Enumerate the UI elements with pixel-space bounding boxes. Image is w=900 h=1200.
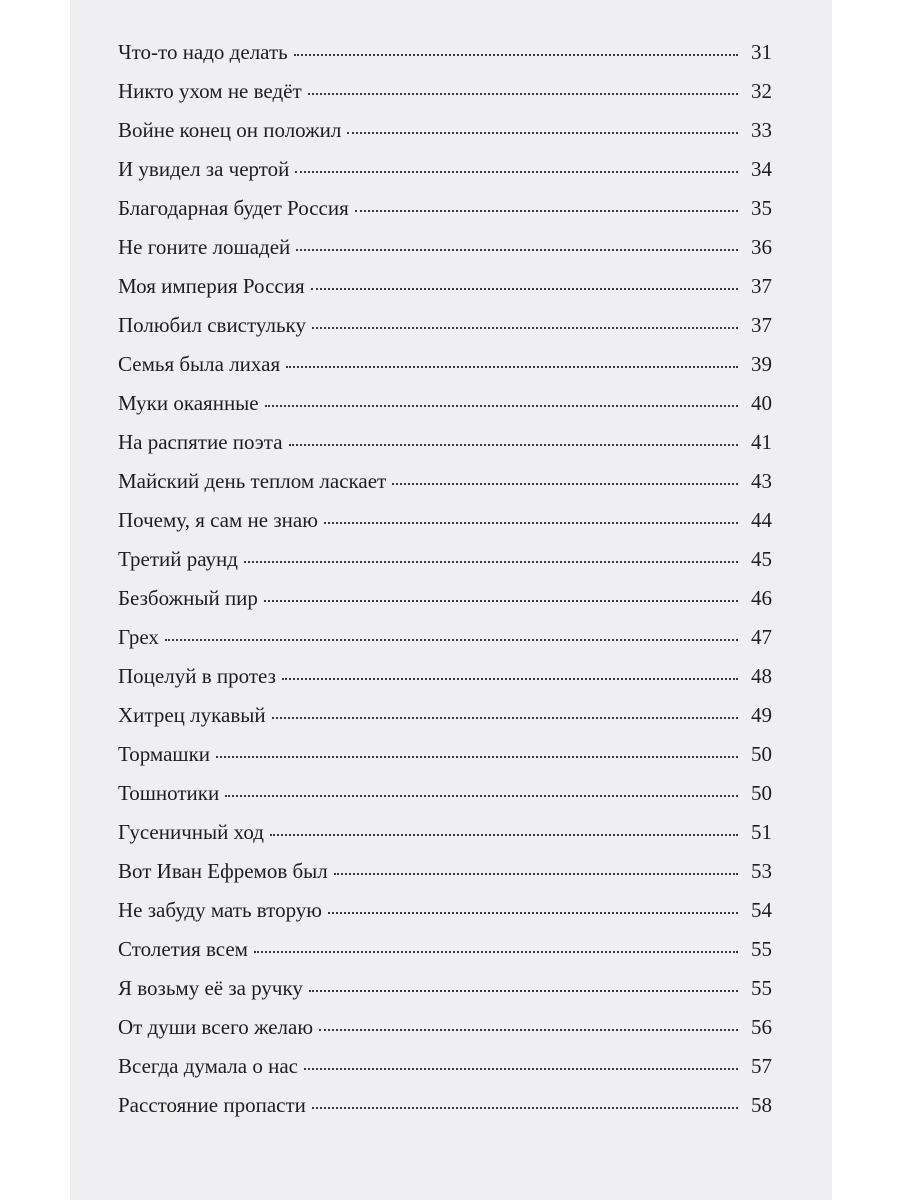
toc-entry-title: Всегда думала о нас <box>118 1054 298 1078</box>
toc-entry-title: Хитрец лукавый <box>118 703 266 727</box>
toc-entry-title: Расстояние пропасти <box>118 1093 306 1117</box>
dot-leader <box>216 756 738 758</box>
toc-entry-page-number: 34 <box>751 157 772 181</box>
table-of-contents <box>118 40 772 1132</box>
toc-entry-page-number: 54 <box>751 898 772 922</box>
dot-leader <box>244 561 738 563</box>
dot-leader <box>272 717 738 719</box>
dot-leader <box>309 990 738 992</box>
toc-entry <box>118 79 772 118</box>
toc-entry <box>118 235 772 274</box>
toc-entry <box>118 157 772 196</box>
toc-entry-title: Моя империя Россия <box>118 274 305 298</box>
toc-entry <box>118 313 772 352</box>
dot-leader <box>324 522 738 524</box>
toc-entry-page-number: 37 <box>751 274 772 298</box>
dot-leader <box>312 327 738 329</box>
toc-entry-title: Что-то надо делать <box>118 40 288 64</box>
toc-entry <box>118 1054 772 1093</box>
toc-entry <box>118 781 772 820</box>
toc-entry <box>118 469 772 508</box>
toc-entry <box>118 274 772 313</box>
toc-entry <box>118 1015 772 1054</box>
toc-entry-title: Я возьму её за ручку <box>118 976 303 1000</box>
toc-entry-page-number: 31 <box>751 40 772 64</box>
dot-leader <box>312 1107 738 1109</box>
dot-leader <box>334 873 738 875</box>
toc-entry-page-number: 50 <box>751 781 772 805</box>
toc-entry-page-number: 43 <box>751 469 772 493</box>
dot-leader <box>225 795 738 797</box>
toc-entry-page-number: 41 <box>751 430 772 454</box>
toc-entry-title: Грех <box>118 625 159 649</box>
toc-entry-page-number: 32 <box>751 79 772 103</box>
toc-entry-page-number: 55 <box>751 937 772 961</box>
dot-leader <box>295 171 738 173</box>
toc-entry <box>118 352 772 391</box>
toc-entry-title: Гусеничный ход <box>118 820 264 844</box>
toc-entry-title: Вот Иван Ефремов был <box>118 859 328 883</box>
toc-entry <box>118 976 772 1015</box>
toc-entry-title: Тормашки <box>118 742 211 766</box>
toc-entry <box>118 625 772 664</box>
toc-entry <box>118 820 772 859</box>
toc-entry-title: Почему, я сам не знаю <box>118 508 318 532</box>
toc-entry <box>118 586 772 625</box>
toc-entry-page-number: 46 <box>751 586 772 610</box>
toc-entry <box>118 937 772 976</box>
dot-leader <box>308 93 738 95</box>
toc-entry-title: На распятие поэта <box>118 430 283 454</box>
toc-entry-title: Третий раунд <box>118 547 238 571</box>
dot-leader <box>286 366 738 368</box>
dot-leader <box>392 483 738 485</box>
toc-entry-title: Столетия всем <box>118 937 248 961</box>
toc-entry-page-number: 50 <box>751 742 772 766</box>
toc-entry-title: Семья была лихая <box>118 352 281 376</box>
toc-entry-page-number: 35 <box>751 196 772 220</box>
dot-leader <box>311 288 738 290</box>
toc-entry <box>118 859 772 898</box>
toc-entry-page-number: 58 <box>751 1093 772 1117</box>
toc-entry-page-number: 56 <box>751 1015 772 1039</box>
dot-leader <box>355 210 738 212</box>
toc-entry-page-number: 37 <box>751 313 772 337</box>
toc-entry-title: Тошнотики <box>118 781 220 805</box>
dot-leader <box>304 1068 738 1070</box>
toc-entry-page-number: 33 <box>751 118 772 142</box>
dot-leader <box>165 639 738 641</box>
toc-entry-title: От души всего желаю <box>118 1015 314 1039</box>
toc-entry <box>118 40 772 79</box>
dot-leader <box>270 834 738 836</box>
toc-entry-page-number: 49 <box>751 703 772 727</box>
toc-entry-title: Полюбил свистульку <box>118 313 306 337</box>
toc-entry-page-number: 55 <box>751 976 772 1000</box>
dot-leader <box>328 912 738 914</box>
toc-entry <box>118 742 772 781</box>
toc-entry <box>118 703 772 742</box>
toc-entry-page-number: 45 <box>751 547 772 571</box>
toc-entry <box>118 547 772 586</box>
dot-leader <box>282 678 738 680</box>
toc-entry-page-number: 39 <box>751 352 772 376</box>
dot-leader <box>264 600 738 602</box>
toc-entry-title: Не гоните лошадей <box>118 235 291 259</box>
toc-entry-title: Безбожный пир <box>118 586 258 610</box>
toc-entry-page-number: 47 <box>751 625 772 649</box>
dot-leader <box>347 132 738 134</box>
toc-entry <box>118 391 772 430</box>
dot-leader <box>289 444 738 446</box>
toc-entry <box>118 196 772 235</box>
book-page <box>70 0 832 1200</box>
dot-leader <box>254 951 738 953</box>
toc-entry-page-number: 36 <box>751 235 772 259</box>
toc-entry-title: Благодарная будет Россия <box>118 196 349 220</box>
toc-entry <box>118 898 772 937</box>
dot-leader <box>294 54 738 56</box>
toc-entry-page-number: 57 <box>751 1054 772 1078</box>
toc-entry-title: Майский день теплом ласкает <box>118 469 387 493</box>
toc-entry <box>118 118 772 157</box>
toc-entry-page-number: 44 <box>751 508 772 532</box>
dot-leader <box>265 405 738 407</box>
toc-entry-page-number: 51 <box>751 820 772 844</box>
toc-entry-title: Никто ухом не ведёт <box>118 79 302 103</box>
dot-leader <box>296 249 738 251</box>
toc-entry-title: Муки окаянные <box>118 391 259 415</box>
toc-entry-title: И увидел за чертой <box>118 157 290 181</box>
toc-entry <box>118 664 772 703</box>
toc-entry-page-number: 48 <box>751 664 772 688</box>
toc-entry <box>118 1093 772 1132</box>
toc-entry-page-number: 40 <box>751 391 772 415</box>
toc-entry-title: Поцелуй в протез <box>118 664 276 688</box>
dot-leader <box>319 1029 738 1031</box>
toc-entry-title: Войне конец он положил <box>118 118 342 142</box>
toc-entry <box>118 508 772 547</box>
toc-entry-title: Не забуду мать вторую <box>118 898 322 922</box>
toc-entry-page-number: 53 <box>751 859 772 883</box>
toc-entry <box>118 430 772 469</box>
